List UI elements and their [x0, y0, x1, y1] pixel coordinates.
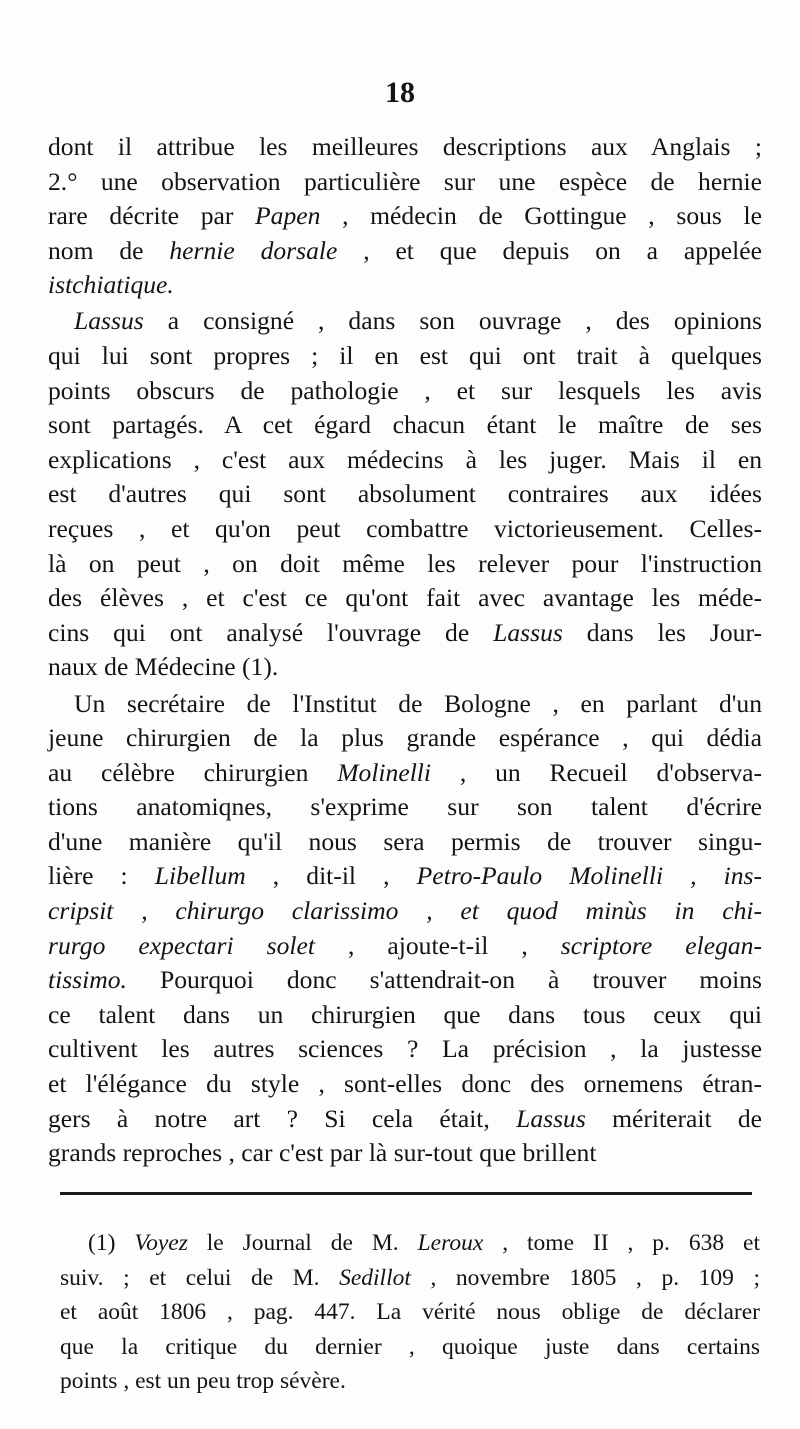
text-run: des élèves , et c'est ce qu'ont fait avec avantage les méde-	[48, 583, 762, 613]
text-line	[48, 199, 762, 234]
text-run: rare décrite par	[48, 201, 256, 231]
text-line	[48, 234, 762, 269]
text-line	[48, 756, 762, 791]
text-line	[48, 721, 762, 756]
text-line	[48, 1067, 762, 1102]
text-run: là on peut , on doit même les relever pour l'instruction	[48, 548, 762, 578]
text-line	[48, 165, 762, 200]
text-line	[48, 825, 762, 860]
text-run: , ajoute-t-il ,	[314, 930, 561, 960]
text-run: , et que depuis on a appelée	[337, 235, 762, 265]
text-run: sont partagés. A cet égard chacun étant le maître de ses	[48, 410, 762, 440]
text-line	[48, 547, 762, 582]
text-line	[48, 130, 762, 165]
italic-text: Sedillot	[339, 1264, 411, 1291]
italic-text: cripsit , chirurgo clarissimo , et quod minùs in chi-	[48, 896, 762, 926]
text-run: Pourquoi donc s'attendrait-on à trouver moins	[126, 965, 762, 995]
italic-text: Lassus	[493, 617, 563, 647]
text-line	[48, 859, 762, 894]
text-line	[48, 998, 762, 1033]
text-line	[48, 408, 762, 443]
text-run: est d'autres qui sont absolument contraires aux idées	[48, 479, 762, 509]
text-line	[48, 339, 762, 374]
body-text	[48, 130, 762, 1171]
text-run: gers à notre art ? Si cela était,	[48, 1103, 517, 1133]
italic-text: Papen	[255, 201, 321, 231]
text-run: suiv. ; et celui de M.	[60, 1264, 340, 1291]
text-run: jeune chirurgien de la plus grande espérance , qui dédia	[48, 723, 762, 753]
text-run: , dit-il ,	[245, 861, 417, 891]
text-line	[48, 894, 762, 929]
text-run: nom de	[48, 235, 170, 265]
text-line	[60, 1364, 760, 1399]
text-run: cultivent les autres sciences ? La précision , la justesse	[48, 1034, 762, 1064]
text-run: ce talent dans un chirurgien que dans tous ceux qui	[48, 999, 762, 1029]
text-line	[48, 1102, 762, 1137]
text-run: et août 1806 , pag. 447. La vérité nous oblige de déclarer	[60, 1299, 760, 1325]
text-run: au célèbre chirurgien	[48, 757, 338, 787]
text-run: le Journal de M.	[187, 1230, 418, 1256]
text-line	[48, 790, 762, 825]
italic-text: Petro-Paulo Molinelli , ins-	[416, 861, 762, 891]
footnote-divider	[60, 1192, 752, 1195]
text-line	[48, 268, 762, 303]
text-run: dans les Jour-	[562, 617, 762, 647]
paragraph-2	[48, 304, 762, 685]
text-run: reçues , et qu'on peut combattre victorieusement. Celles-	[48, 514, 762, 544]
text-run: qui lui sont propres ; il en est qui ont trait à quelques	[48, 341, 762, 371]
text-line	[48, 616, 762, 651]
text-line	[48, 963, 762, 998]
text-line	[60, 1295, 760, 1330]
text-line	[48, 929, 762, 964]
text-line	[48, 512, 762, 547]
italic-text: Molinelli	[337, 757, 432, 787]
text-run: lière :	[48, 861, 155, 891]
text-run: dont il attribue les meilleures descriptions aux Anglais ;	[48, 132, 762, 161]
text-run: points , est un peu trop sévère.	[60, 1368, 346, 1394]
italic-text: scriptore elegan-	[560, 930, 762, 960]
page-number: 18	[385, 76, 415, 109]
text-line	[60, 1330, 760, 1365]
italic-text: istchiatique.	[48, 270, 174, 300]
text-run: Un secrétaire de l'Institut de Bologne , en parlant d'un	[74, 688, 762, 718]
text-run: que la critique du dernier , quoique juste dans certains	[60, 1333, 760, 1360]
text-run: 2.° une observation particulière sur une espèce de hernie	[48, 166, 762, 196]
text-run: d'une manière qu'il nous sera permis de trouver singu-	[48, 826, 762, 856]
text-run: , un Recueil d'observa-	[431, 757, 762, 787]
text-line	[48, 374, 762, 409]
text-run: (1)	[88, 1230, 135, 1256]
text-line	[48, 477, 762, 512]
text-run: cins qui ont analysé l'ouvrage de	[48, 617, 494, 647]
italic-text: Lassus	[516, 1103, 586, 1133]
text-run: grands reproches , car c'est par là sur-tout que brillent	[48, 1138, 597, 1168]
italic-text: hernie dorsale	[169, 235, 338, 265]
text-run: explications , c'est aux médecins à les juger. Mais il en	[48, 444, 762, 474]
paragraph-3	[48, 687, 762, 1171]
text-run: , tome II , p. 638 et	[483, 1230, 760, 1256]
italic-text: Voyez	[134, 1230, 188, 1256]
italic-text: Leroux	[417, 1230, 484, 1256]
text-line	[48, 304, 762, 339]
text-run: , novembre 1805 , p. 109 ;	[410, 1264, 760, 1291]
italic-text: tissimo.	[48, 965, 127, 995]
italic-text: Lassus	[74, 306, 144, 336]
text-run: , médecin de Gottingue , sous le	[320, 201, 762, 231]
footnote	[60, 1226, 760, 1399]
text-line	[48, 687, 762, 722]
text-run: a consigné , dans son ouvrage , des opinions	[143, 306, 762, 336]
paragraph-1	[48, 130, 762, 303]
text-line	[60, 1261, 760, 1296]
text-run: tions anatomiqnes, s'exprime sur son talent d'écrire	[48, 792, 762, 822]
text-run: naux de Médecine (1).	[48, 652, 279, 682]
text-run: mériterait de	[585, 1103, 762, 1133]
italic-text: Libellum	[154, 861, 246, 891]
italic-text: rurgo expectari solet	[48, 930, 315, 960]
text-line	[48, 650, 762, 685]
text-line	[48, 1032, 762, 1067]
text-line	[48, 1136, 762, 1171]
text-line	[48, 581, 762, 616]
text-run: et l'élégance du style , sont-elles donc des ornemens étran-	[48, 1069, 762, 1099]
text-line	[48, 443, 762, 478]
text-run: points obscurs de pathologie , et sur lesquels les avis	[48, 375, 762, 405]
text-line	[60, 1226, 760, 1261]
